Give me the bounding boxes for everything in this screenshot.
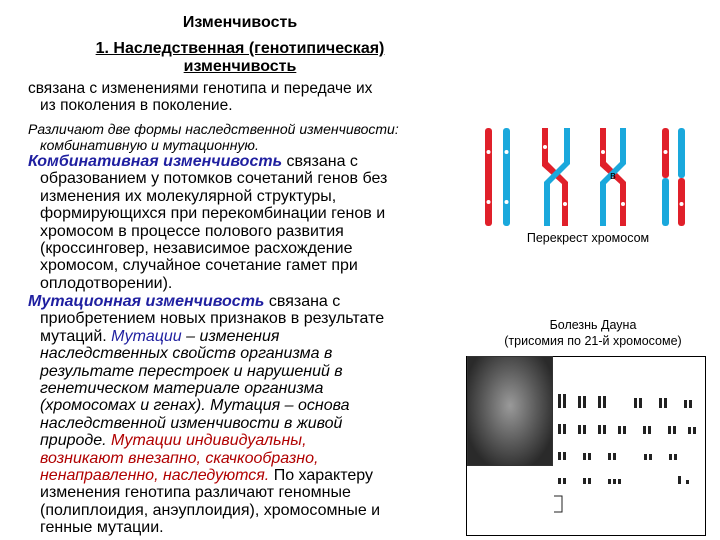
gene-marker [563,202,567,206]
chromosome-pair [643,426,646,434]
chromosome-pair [558,478,561,484]
text: образованием у потомков сочетаний генов без [40,170,388,188]
mutational-term: Мутационная изменчивость [28,293,265,310]
chromosome-pair [558,452,561,460]
chromosome-pair [558,394,561,408]
karyotype-chromosomes [554,358,704,530]
chromosome-pair [608,453,611,460]
text: наследственных свойств организма в [40,345,333,363]
text: формирующихся при перекомбинации генов и [40,205,386,223]
text: (кроссинговер, независимое расхождение [40,240,353,258]
chromosome-pair [668,426,671,434]
gene-marker [505,200,509,204]
chromosome-pair [674,454,677,460]
chromosome-pair [583,478,586,484]
mutational-paragraph [28,293,458,537]
text: связана с [264,293,341,310]
down-caption-1: Болезнь Дауна [549,318,637,332]
chromosome-pair [684,400,687,408]
chromosome-blue [662,178,669,226]
crossover-illustration [478,122,698,232]
child-photo [467,356,553,466]
chromosome-pair [644,454,647,460]
text: наследственной изменчивости в живой [40,414,343,432]
chromosome-pair [664,398,667,408]
text: (полиплоидия, анэуплоидия), хромосомные и [40,501,381,519]
combinative-paragraph [28,153,458,292]
chromosome-pair [563,452,566,460]
chromosome-pair [673,426,676,434]
chromosome-pair [688,427,691,434]
chromosome-pair [648,426,651,434]
chromosome-pair [659,398,662,408]
chromosome-pair [558,424,561,434]
text: результате перестроек и нарушений в [40,362,343,380]
chromosome-red [485,128,492,226]
chromosome-pair [563,478,566,484]
chromosome-pair [689,400,692,408]
chromosome-pair [563,394,566,408]
combinative-term: Комбинативная изменчивость [28,153,283,170]
chromosome-pair [578,396,581,408]
chromosome-pair [603,425,606,434]
chromosome-pair [639,398,642,408]
chromosome-pair [578,425,581,434]
chromosome-pair [678,476,681,484]
gene-marker [680,202,684,206]
gene-marker [487,200,491,204]
section-heading-cont: изменчивость [183,58,297,75]
chromosome-blue [503,128,510,226]
intro-line-2: из поколения в поколение. [40,97,233,114]
chromosome-pair [693,427,696,434]
gene-marker [621,202,625,206]
chromosome-pair [618,426,621,434]
text: генные мутации. [40,519,164,537]
chromosome-pair [618,479,621,484]
chromosome-pair [598,396,601,408]
gene-marker [505,150,509,154]
chromosome-pair [588,453,591,460]
crossover-caption: Перекрест хромосом [526,231,650,245]
term: Мутации [111,327,182,345]
forms-line-1: Различают две формы наследственной изменчивости: [28,121,399,137]
forms-line-2: комбинативную и мутационную. [40,137,259,153]
chromosome-pair [583,425,586,434]
text: ненаправленно, наследуются. [40,467,270,485]
chromosome-pair [598,425,601,434]
chromosome-pair [613,479,616,484]
text: По характеру [269,467,373,485]
text: приобретением новых признаков в результате [40,310,385,328]
chromosome-box [554,496,562,512]
intro-line-1: связана с изменениями генотипа и передаче их [28,80,373,97]
text: мутаций. [40,327,112,345]
chromosome-pair [686,480,689,484]
chromosome-pair [634,398,637,408]
text: генетическом материале организма [40,380,324,398]
chromosome-pair [603,396,606,408]
crossover-letter: в [610,170,616,182]
text: природе. [40,432,112,450]
down-caption-2: (трисомия по 21-й хромосоме) [504,334,682,348]
text: – изменения [181,327,280,345]
gene-marker [601,150,605,154]
chromosome-pair [583,453,586,460]
section-heading: 1. Наследственная (генотипическая) [95,40,385,57]
gene-marker [543,145,547,149]
text: хромосом в процессе полового развития [40,222,344,240]
chromosome-blue [678,128,685,178]
chromosome-pair [649,454,652,460]
slide-title: Изменчивость [182,14,298,31]
text: возникают внезапно, скачкообразно, [40,449,319,467]
text: связана с [282,153,358,170]
text: изменения их молекулярной структуры, [40,187,337,205]
chromosome-pair [563,424,566,434]
text: Мутации индивидуальны, [111,432,307,450]
gene-marker [664,150,668,154]
chromosome-pair [669,454,672,460]
chromosome-pair [588,478,591,484]
chromosome-pair [583,396,586,408]
chromosome-pair [613,453,616,460]
text: оплодотворении). [40,274,173,292]
text: хромосом, случайное сочетание гамет при [40,257,358,275]
text: изменения генотипа различают геномные [40,484,351,502]
text: (хромосомах и генах). Мутация – основа [40,397,350,415]
chromosome-pair [623,426,626,434]
gene-marker [487,150,491,154]
chromosome-pair [608,479,611,484]
